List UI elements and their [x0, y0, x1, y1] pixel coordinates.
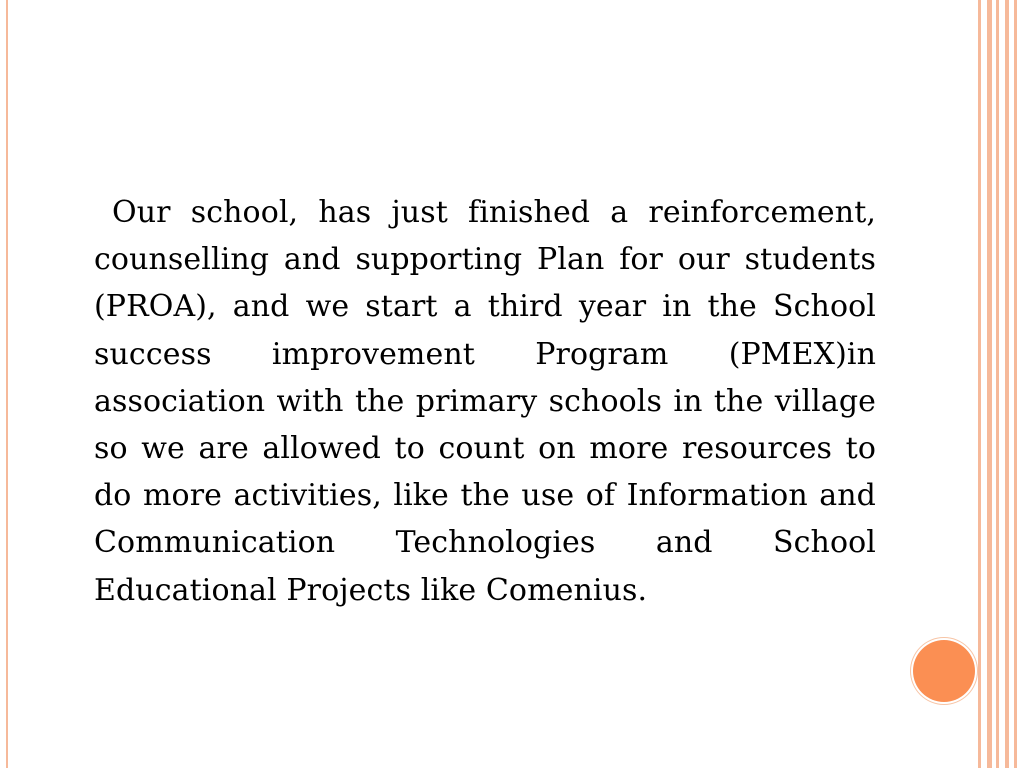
- left-border-line: [6, 0, 8, 768]
- orange-circle-decoration: [913, 640, 975, 702]
- right-border-line-1: [978, 0, 981, 768]
- right-border-line-2: [987, 0, 992, 768]
- right-border-line-3: [996, 0, 999, 768]
- slide-body-text: Our school, has just finished a reinforcement, counselling and supporting Plan for our students (PROA), and we start a third year in the School success improvement Program (PMEX)in association with the primary schools in the village so we are allowed to count on more resources to do more activities, like the use of Information and Communication Technologies and School Educational Projects like Comenius.: [94, 195, 876, 608]
- right-border-line-5: [1014, 0, 1017, 768]
- right-border-line-4: [1005, 0, 1009, 768]
